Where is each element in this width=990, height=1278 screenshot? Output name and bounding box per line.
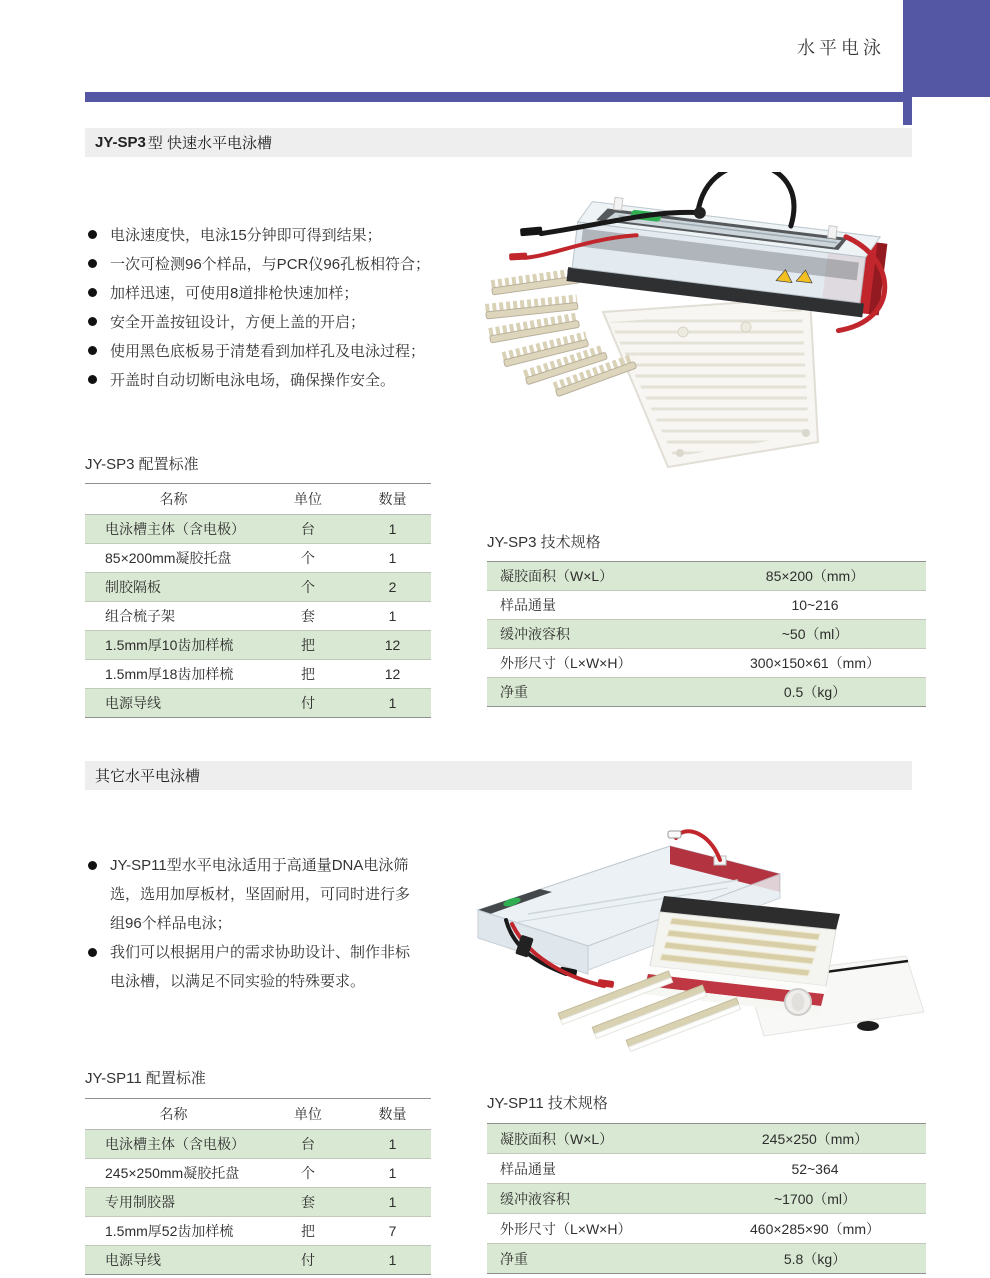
feature-item: 电泳速度快，电泳15分钟即可得到结果； xyxy=(88,220,430,249)
bullet-icon xyxy=(88,317,97,326)
cell-spec-value: ~1700（ml） xyxy=(704,1184,926,1214)
feature-list-jy-sp11 xyxy=(88,851,415,996)
cell-name: 电源导线 xyxy=(85,689,262,718)
config-table-title-jy-sp11: JY-SP11 配置标准 xyxy=(85,1070,206,1087)
cell-qty: 1 xyxy=(354,544,431,573)
cell-qty: 1 xyxy=(354,1246,431,1275)
cell-spec-value: 245×250（mm） xyxy=(704,1124,926,1154)
cell-qty: 2 xyxy=(354,573,431,602)
cell-spec-value: 52~364 xyxy=(704,1154,926,1184)
cell-unit: 套 xyxy=(262,1188,354,1217)
table-row xyxy=(487,1124,926,1154)
bullet-icon xyxy=(88,346,97,355)
cell-name: 电泳槽主体（含电极） xyxy=(85,1130,262,1159)
table-row xyxy=(487,1214,926,1244)
bullet-icon xyxy=(88,948,97,957)
cell-unit: 套 xyxy=(262,602,354,631)
cell-unit: 付 xyxy=(262,689,354,718)
table-row xyxy=(85,631,431,660)
cell-spec-value: 300×150×61（mm） xyxy=(704,649,926,678)
header-accent-bar xyxy=(85,92,906,102)
table-row xyxy=(85,515,431,544)
cell-spec-value: 85×200（mm） xyxy=(704,562,926,591)
spec-table-jy-sp3 xyxy=(487,561,926,707)
feature-item: 我们可以根据用户的需求协助设计、制作非标电泳槽，以满足不同实验的特殊要求。 xyxy=(88,938,415,996)
cell-spec-value: 10~216 xyxy=(704,591,926,620)
table-row xyxy=(85,1246,431,1275)
cell-name: 组合梳子架 xyxy=(85,602,262,631)
table-row xyxy=(487,649,926,678)
config-table-jy-sp11 xyxy=(85,1098,431,1275)
cell-unit: 台 xyxy=(262,1130,354,1159)
cell-spec-label: 缓冲液容积 xyxy=(487,1184,704,1214)
table-row xyxy=(487,620,926,649)
section-title-other-tanks xyxy=(85,761,912,790)
cell-spec-label: 净重 xyxy=(487,1244,704,1274)
column-header-name: 名称 xyxy=(85,484,262,515)
bullet-icon xyxy=(88,375,97,384)
table-header-row xyxy=(85,484,431,515)
cell-name: 1.5mm厚10齿加样梳 xyxy=(85,631,262,660)
cell-spec-value: 0.5（kg） xyxy=(704,678,926,707)
table-row xyxy=(85,602,431,631)
cell-qty: 12 xyxy=(354,660,431,689)
header-vertical-strip xyxy=(903,0,912,125)
table-row xyxy=(85,573,431,602)
spec-table-title-jy-sp11: JY-SP11 技术规格 xyxy=(487,1095,608,1112)
spec-table-title-jy-sp3: JY-SP3 技术规格 xyxy=(487,534,601,551)
cell-unit: 付 xyxy=(262,1246,354,1275)
table-header-row xyxy=(85,1099,431,1130)
table-row xyxy=(85,1159,431,1188)
cell-spec-label: 缓冲液容积 xyxy=(487,620,704,649)
feature-item: 加样迅速，可使用8道排枪快速加样； xyxy=(88,278,430,307)
cell-qty: 1 xyxy=(354,1130,431,1159)
cell-spec-value: 460×285×90（mm） xyxy=(704,1214,926,1244)
table-row xyxy=(487,1154,926,1184)
cell-name: 85×200mm凝胶托盘 xyxy=(85,544,262,573)
cell-unit: 把 xyxy=(262,1217,354,1246)
cell-qty: 1 xyxy=(354,689,431,718)
table-row xyxy=(487,678,926,707)
cell-qty: 1 xyxy=(354,1159,431,1188)
cell-name: 245×250mm凝胶托盘 xyxy=(85,1159,262,1188)
bullet-icon xyxy=(88,230,97,239)
feature-list-jy-sp3 xyxy=(88,220,430,394)
bullet-icon xyxy=(88,861,97,870)
cell-spec-value: ~50（ml） xyxy=(704,620,926,649)
section1-title-text: 型 快速水平电泳槽 xyxy=(147,135,273,152)
feature-item: 安全开盖按钮设计，方便上盖的开启； xyxy=(88,307,430,336)
table-row xyxy=(85,689,431,718)
bullet-icon xyxy=(88,288,97,297)
cell-name: 1.5mm厚52齿加样梳 xyxy=(85,1217,262,1246)
column-header-qty: 数量 xyxy=(354,484,431,515)
cell-spec-value: 5.8（kg） xyxy=(704,1244,926,1274)
cell-qty: 1 xyxy=(354,1188,431,1217)
feature-item: 使用黑色底板易于清楚看到加样孔及电泳过程； xyxy=(88,336,430,365)
spec-table-jy-sp11 xyxy=(487,1123,926,1274)
table-row xyxy=(487,1244,926,1274)
cell-name: 制胶隔板 xyxy=(85,573,262,602)
feature-item: JY-SP11型水平电泳适用于高通量DNA电泳筛选，选用加厚板材，坚固耐用，可同时进行多组96个样品电泳； xyxy=(88,851,415,938)
product-photo-jy-sp3 xyxy=(478,172,933,477)
table-row xyxy=(85,660,431,689)
page-header-title: 水平电泳 xyxy=(797,38,885,58)
product-photo-jy-sp11 xyxy=(448,818,938,1053)
column-header-name: 名称 xyxy=(85,1099,262,1130)
cell-qty: 7 xyxy=(354,1217,431,1246)
gel-tray xyxy=(603,298,818,467)
column-header-unit: 单位 xyxy=(262,484,354,515)
table-row xyxy=(85,544,431,573)
cell-qty: 12 xyxy=(354,631,431,660)
cell-spec-label: 外形尺寸（L×W×H） xyxy=(487,1214,704,1244)
cell-qty: 1 xyxy=(354,515,431,544)
cell-name: 电源导线 xyxy=(85,1246,262,1275)
config-table-title-jy-sp3: JY-SP3 配置标准 xyxy=(85,456,199,473)
section2-title-text: 其它水平电泳槽 xyxy=(95,768,201,785)
feature-item: 开盖时自动切断电泳电场，确保操作安全。 xyxy=(88,365,430,394)
table-row xyxy=(85,1130,431,1159)
column-header-qty: 数量 xyxy=(354,1099,431,1130)
table-row xyxy=(487,562,926,591)
cell-unit: 把 xyxy=(262,631,354,660)
cell-spec-label: 样品通量 xyxy=(487,591,704,620)
cell-unit: 个 xyxy=(262,1159,354,1188)
cell-spec-label: 外形尺寸（L×W×H） xyxy=(487,649,704,678)
cell-unit: 台 xyxy=(262,515,354,544)
gel-caster xyxy=(643,896,924,1036)
cell-name: 专用制胶器 xyxy=(85,1188,262,1217)
column-header-unit: 单位 xyxy=(262,1099,354,1130)
cell-name: 电泳槽主体（含电极） xyxy=(85,515,262,544)
cell-qty: 1 xyxy=(354,602,431,631)
cell-unit: 个 xyxy=(262,544,354,573)
header-corner-block xyxy=(906,0,990,97)
section1-model-name: JY-SP3 xyxy=(95,134,146,151)
table-row xyxy=(487,591,926,620)
cell-unit: 个 xyxy=(262,573,354,602)
section-title-jy-sp3 xyxy=(85,128,912,157)
table-row xyxy=(487,1184,926,1214)
cell-unit: 把 xyxy=(262,660,354,689)
cell-spec-label: 净重 xyxy=(487,678,704,707)
cell-spec-label: 凝胶面积（W×L） xyxy=(487,1124,704,1154)
feature-item: 一次可检测96个样品，与PCR仪96孔板相符合； xyxy=(88,249,430,278)
bullet-icon xyxy=(88,259,97,268)
config-table-jy-sp3 xyxy=(85,483,431,718)
cell-spec-label: 样品通量 xyxy=(487,1154,704,1184)
table-row xyxy=(85,1188,431,1217)
cell-name: 1.5mm厚18齿加样梳 xyxy=(85,660,262,689)
table-row xyxy=(85,1217,431,1246)
cell-spec-label: 凝胶面积（W×L） xyxy=(487,562,704,591)
